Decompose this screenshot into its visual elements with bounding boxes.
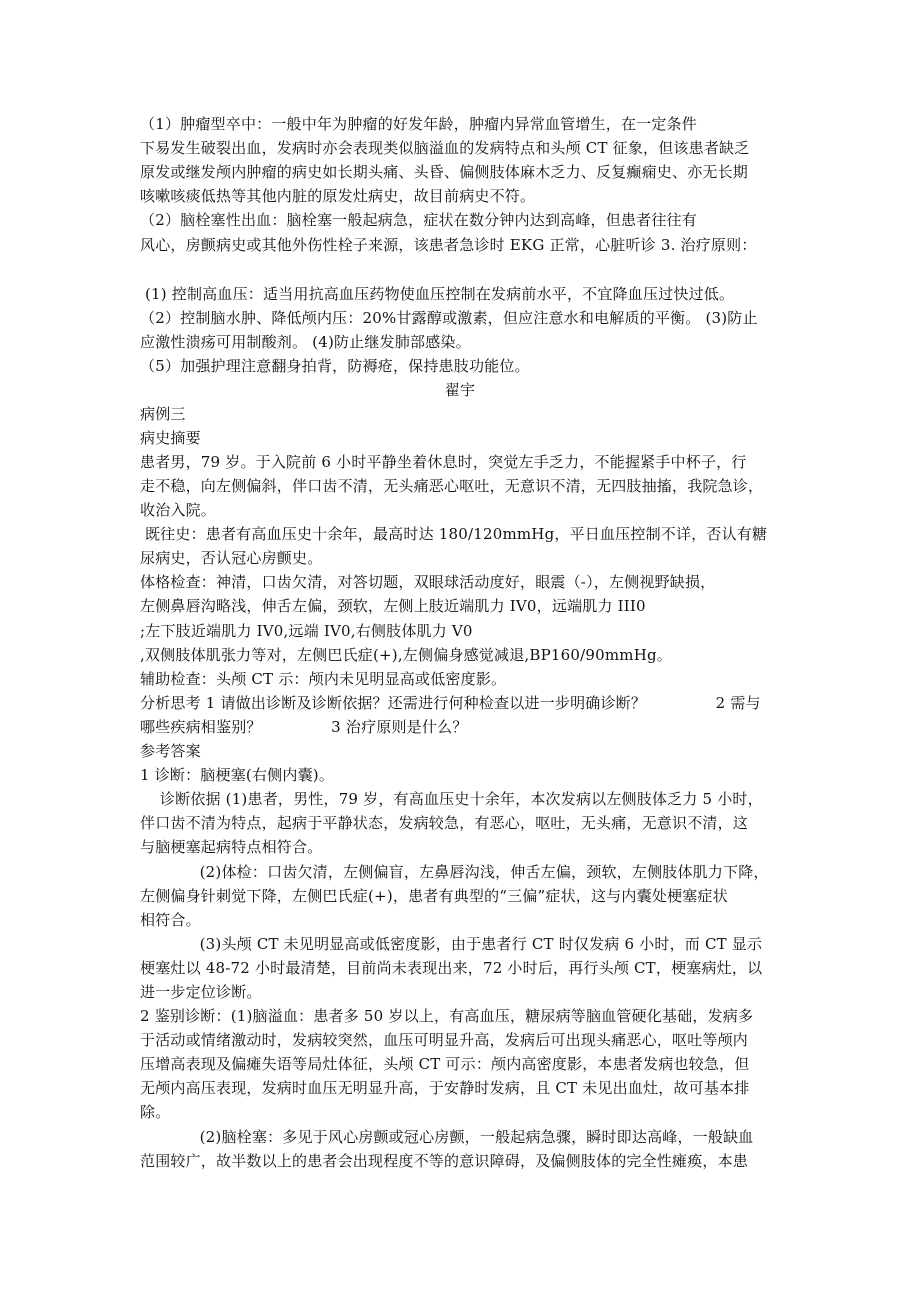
author-name: 翟宇 [444, 381, 476, 399]
text-line: 哪些疾病相鉴别？ 3 治疗原则是什么？ [140, 718, 468, 736]
text-line: （5）加强护理注意翻身拍背，防褥疮，保持患肢功能位。 [140, 357, 530, 375]
text-line: 梗塞灶以 48-72 小时最清楚，目前尚未表现出来，72 小时后，再行头颅 CT，梗塞病灶，以 [140, 959, 763, 977]
text-line: 压增高表现及偏瘫失语等局灶体征，头颅 CT 可示：颅内高密度影，本患者发病也较急，但 [140, 1055, 750, 1073]
text-line: 无颅内高压表现，发病时血压无明显升高，于安静时发病，且 CT 未见出血灶，故可基本排 [140, 1079, 750, 1097]
section-heading: 病史摘要 [140, 429, 201, 447]
text-line: 1 诊断：脑梗塞(右侧内囊)。 [140, 766, 335, 784]
text-line: (1) 控制高血压：适当用抗高血压药物使血压控制在发病前水平，不宜降血压过快过低。 [140, 285, 735, 303]
text-line: 收治入院。 [140, 501, 217, 519]
text-line: 进一步定位诊断。 [140, 983, 262, 1001]
text-line: （2）脑栓塞性出血：脑栓塞一般起病急，症状在数分钟内达到高峰，但患者往往有 [140, 211, 697, 229]
text-line: 下易发生破裂出血，发病时亦会表现类似脑溢血的发病特点和头颅 CT 征象，但该患者缺乏 [140, 139, 750, 157]
text-line: 尿病史，否认冠心房颤史。 [140, 549, 323, 567]
text-line: ;左下肢近端肌力 IV0,远端 IV0,右侧肢体肌力 V0 [140, 622, 473, 640]
text-line: 诊断依据 (1)患者，男性，79 岁，有高血压史十余年，本次发病以左侧肢体乏力 5 小时， [140, 790, 763, 808]
text-line: (3)头颅 CT 未见明显高或低密度影，由于患者行 CT 时仅发病 6 小时，而 CT 显示 [140, 935, 763, 953]
text-line: 左侧鼻唇沟略浅，伸舌左偏，颈软，左侧上肢近端肌力 IV0，远端肌力 III0 [140, 597, 646, 615]
text-line: 分析思考 1 请做出诊断及诊断依据？还需进行何种检查以进一步明确诊断？ 2 需与 [140, 694, 761, 712]
text-line: 范围较广，故半数以上的患者会出现程度不等的意识障碍，及偏侧肢体的完全性瘫痪，本患 [140, 1152, 749, 1170]
text-line: 应激性溃疡可用制酸剂。 (4)防止继发肺部感染。 [140, 333, 471, 351]
text-line: 原发或继发颅内肿瘤的病史如长期头痛、头昏、偏侧肢体麻木乏力、反复癫痫史、亦无长期 [140, 163, 749, 181]
section-heading: 参考答案 [140, 742, 201, 760]
text-line: ,双侧肢体肌张力等对，左侧巴氏症(+),左侧偏身感觉减退,BP160/90mmHg。 [140, 646, 672, 664]
text-line: 2 鉴别诊断：(1)脑溢血：患者多 50 岁以上，有高血压，糖尿病等脑血管硬化基础，发病多 [140, 1007, 754, 1025]
text-line: 走不稳，向左侧偏斜，伴口齿不清，无头痛恶心呕吐，无意识不清，无四肢抽搐，我院急诊， [140, 477, 764, 495]
text-line: 患者男，79 岁。于入院前 6 小时平静坐着休息时，突觉左手乏力，不能握紧手中杯子，行 [140, 453, 747, 471]
text-line: 咳嗽咳痰低热等其他内脏的原发灶病史，故目前病史不符。 [140, 187, 536, 205]
text-line: 与脑梗塞起病特点相符合。 [140, 838, 323, 856]
text-line: (2)体检：口齿欠清，左侧偏盲，左鼻唇沟浅，伸舌左偏，颈软，左侧肢体肌力下降， [140, 863, 769, 881]
text-line: 相符合。 [140, 911, 201, 929]
text-line: 伴口齿不清为特点，起病于平静状态，发病较急，有恶心，呕吐，无头痛，无意识不清，这 [140, 814, 749, 832]
text-line: (2)脑栓塞：多见于风心房颤或冠心房颤，一般起病急骤，瞬时即达高峰，一般缺血 [140, 1128, 754, 1146]
text-line: 于活动或情绪激动时，发病较突然，血压可明显升高，发病后可出现头痛恶心，呕吐等颅内 [140, 1031, 749, 1049]
text-line: 风心，房颤病史或其他外伤性栓子来源，该患者急诊时 EKG 正常，心脏听诊 3. 治疗原则： [140, 236, 757, 254]
text-line: （2）控制脑水肿、降低颅内压：20%甘露醇或激素，但应注意水和电解质的平衡。 (3)防止 [140, 309, 758, 327]
text-line: 左侧偏身针刺觉下降，左侧巴氏症(+)，患者有典型的“三偏”症状，这与内囊处梗塞症状 [140, 887, 728, 905]
case-heading: 病例三 [140, 405, 186, 423]
text-line: （1）肿瘤型卒中：一般中年为肿瘤的好发年龄，肿瘤内异常血管增生，在一定条件 [140, 115, 697, 133]
text-line: 体格检查：神清，口齿欠清，对答切题，双眼球活动度好，眼震（-），左侧视野缺损， [140, 573, 716, 591]
text-line: 除。 [140, 1103, 171, 1121]
text-line: 辅助检查：头颅 CT 示：颅内未见明显高或低密度影。 [140, 670, 507, 688]
text-line: 既往史：患者有高血压史十余年，最高时达 180/120mmHg，平日血压控制不详，否认有糖 [140, 525, 768, 543]
